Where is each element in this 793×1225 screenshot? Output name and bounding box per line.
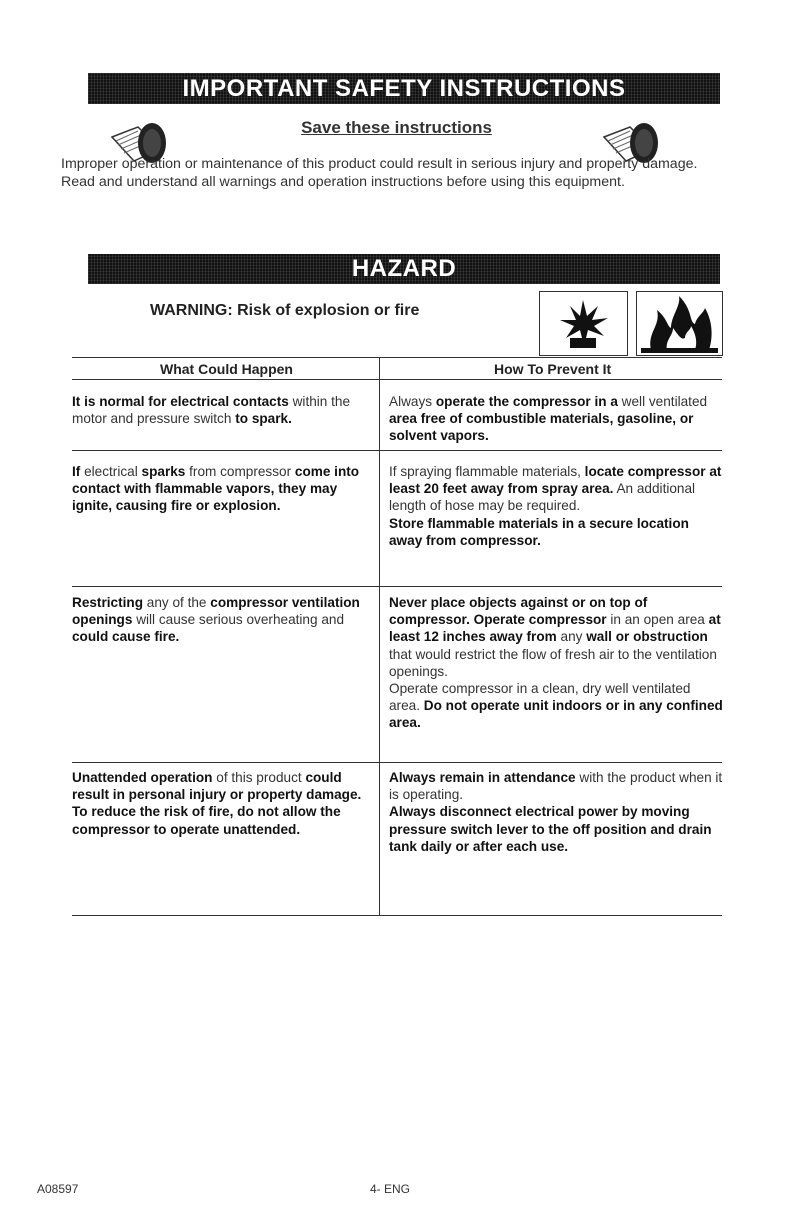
table-bottom-rule [72,915,722,916]
row-rule [72,762,722,763]
banner-title: IMPORTANT SAFETY INSTRUCTIONS [182,74,626,102]
row-rule [72,586,722,587]
warning-text: WARNING: Risk of explosion or fire [150,302,420,319]
save-instructions: Save these instructions [301,118,492,137]
row2-risk: If electrical sparks from compressor come into contact with flammable vapors, they may ignite, causing fire or explosion. [72,464,360,514]
row1-prevention: Always operate the compressor in a well ventilated area free of combustible materials, gasoline, or solvent vapors. [389,394,708,444]
safety-banner [88,73,720,104]
row1-risk: It is normal for electrical contacts within the motor and pressure switch to spark. [72,394,351,427]
row2-prevention: If spraying flammable materials, locate compressor at least 20 feet away from spray area. An additional length of hose may be required. Store flammable materials in a secure location away from compressor. [389,464,722,548]
explosion-icon [540,292,627,355]
row3-risk: Restricting any of the compressor ventilation openings will cause serious overheating and could cause fire. [72,595,360,645]
row4-risk: Unattended operation of this product could result in personal injury or property damage. To reduce the risk of fire, do not allow the compressor to operate unattended. [72,770,362,837]
hazard-banner [88,254,720,284]
page-number: 4- ENG [370,1182,411,1196]
explosion-symbol-box [539,291,628,356]
row3-prevention: Never place objects against or on top of compressor. Operate compressor in an open area at least 12 inches away from any wall or obstruction that would restrict the flow of fresh air to the ventilation openings. Operate compressor in a clean, dry well ventilated area. Do not operate unit indoors or in any confined area. [389,595,723,731]
row-rule [72,450,722,451]
table-top-rule [72,357,722,358]
col1-header: What Could Happen [160,361,293,377]
column-divider [379,357,380,915]
row4-prevention: Always remain in attendance with the product when it is operating. Always disconnect electrical power by moving pressure switch lever to the off position and drain tank daily or after each use. [389,770,723,854]
header-rule [72,379,722,380]
intro-paragraph: Improper operation or maintenance of this product could result in serious injury and property damage. Read and understand all warnings and operation instructions before using this equipment. [61,156,698,190]
document-code: A08597 [37,1182,79,1196]
fire-icon [637,292,722,355]
col2-header: How To Prevent It [494,361,612,377]
fire-symbol-box [636,291,723,356]
hazard-title: HAZARD [351,255,457,282]
